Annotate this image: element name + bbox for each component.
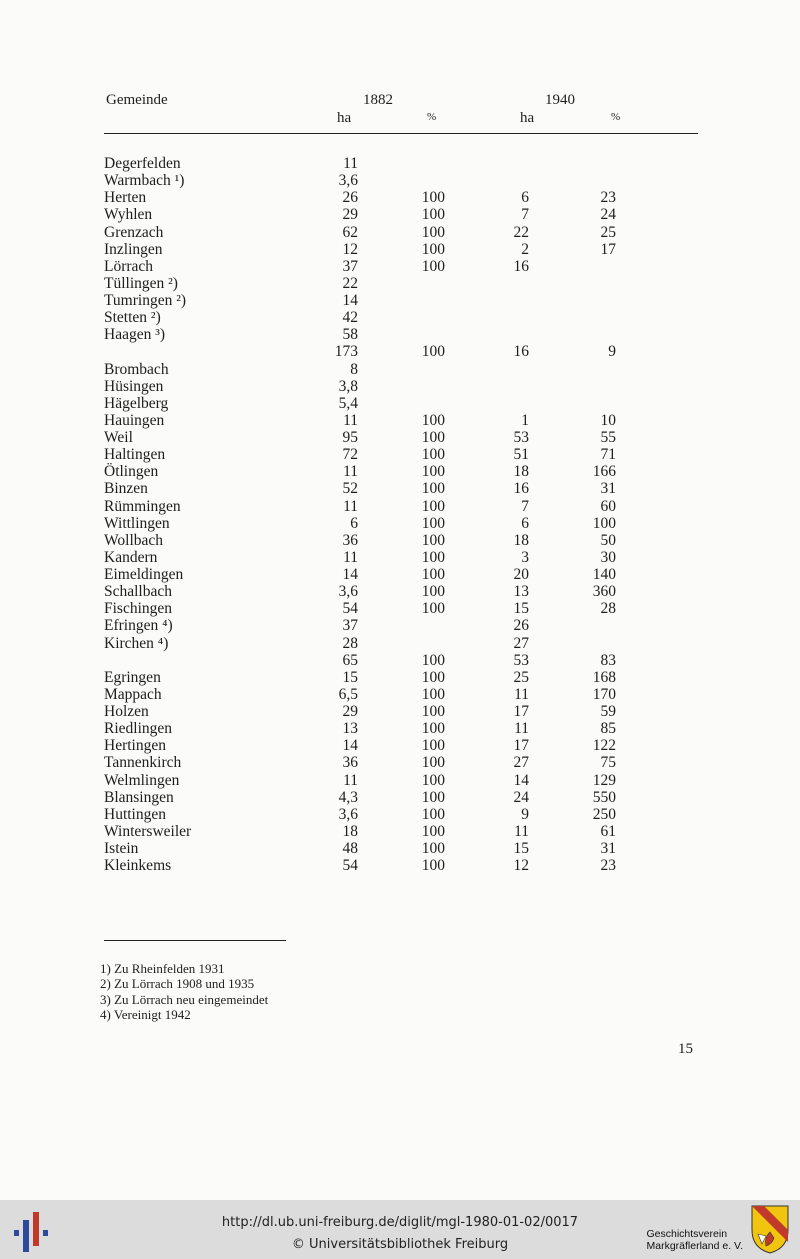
org-name-line-2: Markgräflerland e. V. — [646, 1240, 743, 1252]
cell-p40: 50 — [600, 531, 616, 549]
cell-ha82: 29 — [342, 206, 358, 224]
cell-ha82: 28 — [342, 634, 358, 652]
cell-ha40: 51 — [513, 446, 529, 464]
cell-ha82: 14 — [342, 566, 358, 583]
table-row — [0, 754, 800, 771]
cell-ha82: 14 — [342, 737, 358, 755]
cell-name: Blansingen — [104, 788, 174, 806]
cell-p82: 100 — [421, 668, 445, 686]
cell-ha82: 11 — [343, 497, 358, 515]
table-row — [0, 617, 800, 634]
cell-p82: 100 — [421, 788, 445, 806]
cell-p82: 100 — [421, 497, 445, 515]
cell-name: Kleinkems — [104, 857, 172, 875]
table-row — [0, 823, 800, 840]
table-row — [0, 772, 800, 789]
cell-ha40: 27 — [513, 754, 529, 772]
cell-ha40: 15 — [513, 600, 529, 618]
footer-organization — [647, 1228, 744, 1252]
cell-ha82: 11 — [343, 548, 358, 566]
cell-p82: 100 — [421, 600, 445, 618]
cell-p40: 31 — [600, 840, 616, 857]
cell-name: Binzen — [104, 480, 148, 498]
cell-p40: 55 — [600, 429, 616, 446]
cell-ha82: 54 — [342, 857, 358, 875]
cell-p40: 170 — [592, 685, 616, 703]
cell-ha82: 6 — [350, 514, 358, 532]
cell-p82: 100 — [421, 822, 445, 840]
cell-ha40: 11 — [514, 720, 529, 738]
footnote-3: 3) Zu Lörrach neu eingemeindet — [100, 991, 269, 1007]
cell-p82: 100 — [421, 805, 445, 823]
cell-ha40: 53 — [513, 651, 529, 669]
cell-name: Ötlingen — [104, 463, 159, 481]
cell-p40: 25 — [600, 223, 616, 241]
cell-name: Tumringen ²) — [104, 292, 187, 309]
cell-name: Eimeldingen — [104, 566, 184, 583]
cell-ha82: 13 — [342, 720, 358, 738]
cell-ha40: 1 — [521, 411, 529, 429]
cell-p40: 31 — [600, 480, 616, 498]
cell-ha82: 54 — [342, 600, 358, 618]
table-row — [0, 412, 800, 429]
cell-p82: 100 — [421, 189, 445, 207]
cell-ha82: 29 — [342, 703, 358, 720]
cell-ha82: 3,6 — [338, 805, 358, 823]
table-row — [0, 429, 800, 446]
cell-ha82: 22 — [342, 274, 358, 292]
table-row — [0, 857, 800, 874]
cell-p40: 10 — [600, 411, 616, 429]
cell-p82: 100 — [421, 411, 445, 429]
cell-p40: 550 — [592, 788, 616, 806]
cell-name: Holzen — [104, 703, 149, 720]
header-year-1882: 1882 — [363, 92, 393, 108]
header-year-1940: 1940 — [545, 92, 575, 108]
cell-name: Stetten ²) — [104, 309, 161, 327]
cell-p82: 100 — [421, 737, 445, 755]
footer-copyright: © Universitätsbibliothek Freiburg — [291, 1237, 509, 1252]
cell-ha40: 11 — [514, 822, 529, 840]
cell-name: Efringen ⁴) — [104, 617, 173, 635]
cell-p82: 100 — [421, 566, 445, 583]
cell-p40: 23 — [600, 189, 616, 207]
cell-name: Brombach — [104, 360, 169, 378]
cell-ha40: 20 — [513, 566, 529, 583]
cell-name: Fischingen — [104, 600, 173, 618]
cell-name: Tüllingen ²) — [104, 274, 178, 292]
cell-ha82: 37 — [342, 617, 358, 635]
table-row — [0, 378, 800, 395]
cell-p82: 100 — [421, 583, 445, 601]
header-rule — [104, 133, 698, 134]
cell-ha40: 17 — [513, 703, 529, 720]
cell-ha82: 3,6 — [338, 583, 358, 601]
table-row — [0, 498, 800, 515]
cell-p82: 100 — [421, 257, 445, 275]
cell-name: Istein — [104, 840, 139, 857]
cell-ha82: 11 — [343, 411, 358, 429]
cell-ha40: 12 — [513, 857, 529, 875]
cell-p82: 100 — [421, 463, 445, 481]
cell-name: Kirchen ⁴) — [104, 634, 169, 652]
cell-name: Inzlingen — [104, 240, 163, 258]
cell-p40: 140 — [592, 566, 616, 583]
cell-ha82: 36 — [342, 754, 358, 772]
cell-ha82: 72 — [342, 446, 358, 464]
table-row — [0, 206, 800, 223]
cell-name: Warmbach ¹) — [104, 172, 185, 190]
cell-name: Degerfelden — [104, 155, 181, 172]
cell-ha82: 173 — [334, 343, 358, 361]
cell-p40: 71 — [600, 446, 616, 464]
table-row — [0, 669, 800, 686]
table-row — [0, 189, 800, 206]
cell-ha82: 5,4 — [338, 394, 358, 412]
footnotes — [100, 961, 268, 1022]
table-row — [0, 361, 800, 378]
cell-ha40: 25 — [513, 668, 529, 686]
table-row — [0, 463, 800, 480]
table-row — [0, 703, 800, 720]
cell-ha40: 18 — [513, 463, 529, 481]
table-row — [0, 258, 800, 275]
cell-name: Wollbach — [104, 531, 164, 549]
cell-p40: 250 — [592, 805, 616, 823]
table-row — [0, 172, 800, 189]
cell-name: Hauingen — [104, 411, 165, 429]
cell-p40: 100 — [592, 514, 616, 532]
cell-ha82: 42 — [342, 309, 358, 327]
cell-p82: 100 — [421, 651, 445, 669]
table-row — [0, 480, 800, 497]
cell-ha82: 12 — [342, 240, 358, 258]
cell-p40: 166 — [592, 463, 616, 481]
cell-name: Haltingen — [104, 446, 166, 464]
table-row — [0, 720, 800, 737]
table-row — [0, 309, 800, 326]
table-row — [0, 395, 800, 412]
cell-p40: 24 — [600, 206, 616, 224]
table-row — [0, 737, 800, 754]
header-pct-1940: % — [611, 111, 621, 123]
cell-p82: 100 — [421, 771, 445, 789]
table-row — [0, 446, 800, 463]
org-name-line-1: Geschichtsverein — [646, 1228, 728, 1240]
cell-name: Huttingen — [104, 805, 166, 823]
cell-ha40: 6 — [521, 514, 529, 532]
footer-url-link[interactable]: http://dl.ub.uni-freiburg.de/diglit/mgl-1980-01-02/0017 — [221, 1215, 579, 1230]
cell-ha82: 36 — [342, 531, 358, 549]
cell-ha40: 16 — [513, 343, 529, 361]
cell-ha82: 26 — [342, 189, 358, 207]
cell-name: Weil — [104, 429, 133, 446]
cell-p82: 100 — [421, 206, 445, 224]
table-row — [0, 224, 800, 241]
cell-name: Herten — [104, 189, 147, 207]
cell-ha82: 62 — [342, 223, 358, 241]
table-row — [0, 155, 800, 172]
cell-ha40: 15 — [513, 840, 529, 857]
cell-name: Hägelberg — [104, 394, 169, 412]
cell-p82: 100 — [421, 840, 445, 857]
cell-p82: 100 — [421, 480, 445, 498]
cell-ha82: 52 — [342, 480, 358, 498]
cell-p40: 17 — [600, 240, 616, 258]
cell-ha82: 11 — [343, 155, 358, 172]
cell-ha82: 11 — [343, 463, 358, 481]
cell-ha82: 8 — [350, 360, 358, 378]
cell-name: Wintersweiler — [104, 822, 192, 840]
cell-name: Kandern — [104, 548, 158, 566]
cell-ha40: 24 — [513, 788, 529, 806]
cell-ha40: 16 — [513, 480, 529, 498]
cell-name: Grenzach — [104, 223, 164, 241]
cell-ha40: 7 — [521, 497, 529, 515]
cell-p40: 168 — [592, 668, 616, 686]
cell-name: Wyhlen — [104, 206, 153, 224]
cell-ha40: 2 — [521, 240, 529, 258]
cell-name: Rümmingen — [104, 497, 181, 515]
cell-ha82: 15 — [342, 668, 358, 686]
cell-p40: 59 — [600, 703, 616, 720]
cell-ha40: 3 — [521, 548, 529, 566]
cell-p40: 75 — [600, 754, 616, 772]
cell-ha40: 14 — [513, 771, 529, 789]
table-row — [0, 241, 800, 258]
cell-ha82: 6,5 — [338, 685, 358, 703]
cell-ha40: 26 — [513, 617, 529, 635]
header-gemeinde: Gemeinde — [106, 92, 168, 108]
cell-ha40: 17 — [513, 737, 529, 755]
cell-ha40: 11 — [514, 685, 529, 703]
cell-name: Wittlingen — [104, 514, 170, 532]
cell-name: Welmlingen — [104, 771, 180, 789]
cell-p82: 100 — [421, 531, 445, 549]
cell-p82: 100 — [421, 240, 445, 258]
cell-p82: 100 — [421, 343, 445, 361]
cell-name: Egringen — [104, 668, 161, 686]
cell-p40: 61 — [600, 822, 616, 840]
footer-bar — [0, 1200, 800, 1259]
cell-p82: 100 — [421, 857, 445, 875]
cell-p40: 360 — [592, 583, 616, 601]
cell-p40: 23 — [600, 857, 616, 875]
cell-ha40: 9 — [521, 805, 529, 823]
cell-p40: 122 — [592, 737, 616, 755]
cell-p82: 100 — [421, 754, 445, 772]
table-row — [0, 566, 800, 583]
cell-ha82: 4,3 — [338, 788, 358, 806]
cell-name: Riedlingen — [104, 720, 173, 738]
coat-of-arms-icon — [750, 1204, 790, 1254]
table-row — [0, 806, 800, 823]
cell-name: Tannenkirch — [104, 754, 182, 772]
cell-name: Mappach — [104, 685, 162, 703]
cell-ha82: 11 — [343, 771, 358, 789]
header-ha-1940: ha — [520, 110, 535, 126]
cell-p40: 28 — [600, 600, 616, 618]
cell-ha40: 7 — [521, 206, 529, 224]
cell-ha82: 65 — [342, 651, 358, 669]
cell-ha82: 37 — [342, 257, 358, 275]
data-table — [0, 155, 800, 874]
cell-ha40: 6 — [521, 189, 529, 207]
cell-name: Schallbach — [104, 583, 173, 601]
cell-p40: 9 — [608, 343, 616, 361]
cell-p82: 100 — [421, 446, 445, 464]
cell-ha40: 22 — [513, 223, 529, 241]
cell-ha40: 18 — [513, 531, 529, 549]
header-ha-1882: ha — [337, 110, 352, 126]
cell-p82: 100 — [421, 429, 445, 446]
table-row — [0, 275, 800, 292]
table-row — [0, 549, 800, 566]
table-row — [0, 515, 800, 532]
table-row — [0, 532, 800, 549]
cell-p40: 30 — [600, 548, 616, 566]
cell-name: Haagen ³) — [104, 326, 166, 344]
table-row — [0, 635, 800, 652]
footnote-2: 2) Zu Lörrach 1908 und 1935 — [100, 976, 255, 992]
cell-p82: 100 — [421, 720, 445, 738]
table-row — [0, 686, 800, 703]
table-row — [0, 583, 800, 600]
table-row — [0, 789, 800, 806]
cell-p40: 83 — [600, 651, 616, 669]
table-row — [0, 326, 800, 343]
cell-ha82: 95 — [342, 429, 358, 446]
cell-p40: 129 — [592, 771, 616, 789]
cell-p82: 100 — [421, 223, 445, 241]
cell-name: Lörrach — [104, 257, 154, 275]
cell-p82: 100 — [421, 703, 445, 720]
header-pct-1882: % — [427, 111, 437, 123]
cell-ha40: 53 — [513, 429, 529, 446]
table-row — [0, 292, 800, 309]
cell-ha82: 48 — [342, 840, 358, 857]
footnote-rule — [104, 940, 286, 941]
footnote-1: 1) Zu Rheinfelden 1931 — [100, 961, 225, 976]
cell-p82: 100 — [421, 514, 445, 532]
cell-p40: 60 — [600, 497, 616, 515]
cell-ha82: 3,6 — [338, 172, 358, 190]
page-number: 15 — [678, 1041, 693, 1057]
table-row — [0, 343, 800, 360]
cell-ha82: 3,8 — [338, 377, 358, 395]
cell-ha40: 13 — [513, 583, 529, 601]
cell-ha40: 27 — [513, 634, 529, 652]
table-row — [0, 600, 800, 617]
footnote-4: 4) Vereinigt 1942 — [100, 1006, 191, 1022]
cell-ha82: 14 — [342, 292, 358, 309]
table-row — [0, 652, 800, 669]
cell-p82: 100 — [421, 548, 445, 566]
cell-ha40: 16 — [513, 257, 529, 275]
cell-name: Hertingen — [104, 737, 166, 755]
cell-name: Hüsingen — [104, 377, 164, 395]
cell-ha82: 18 — [342, 822, 358, 840]
cell-ha82: 58 — [342, 326, 358, 344]
table-row — [0, 840, 800, 857]
cell-p82: 100 — [421, 685, 445, 703]
cell-p40: 85 — [600, 720, 616, 738]
